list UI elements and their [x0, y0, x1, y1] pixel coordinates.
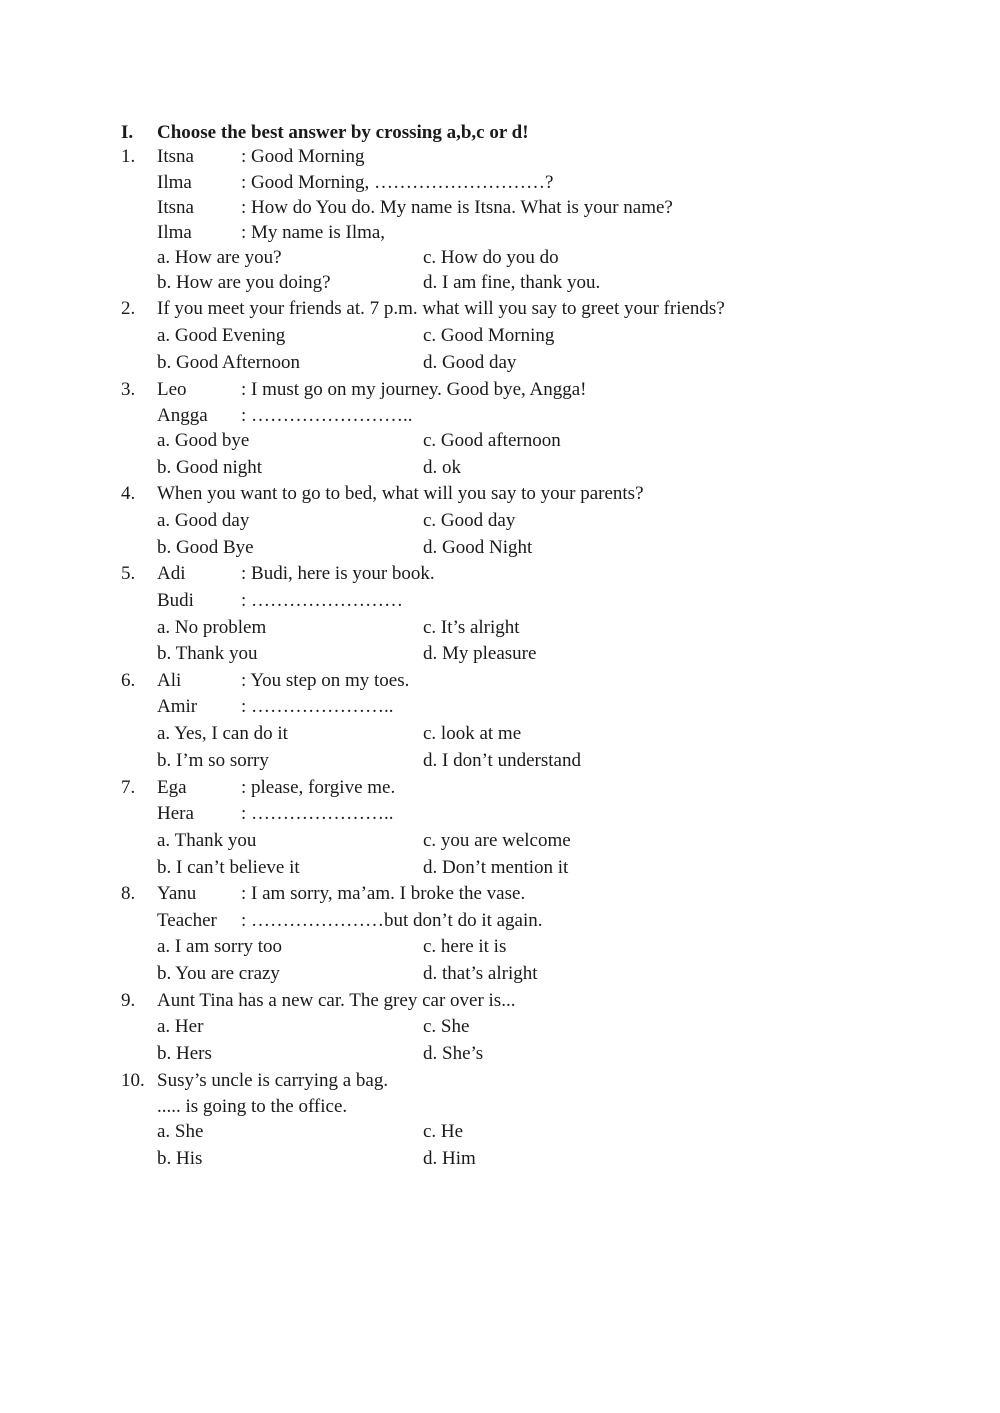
option-b[interactable]: b. How are you doing?	[157, 272, 331, 293]
question-number: 8.	[121, 883, 136, 904]
question-number: 6.	[121, 670, 136, 691]
dialogue-text: : Good Morning, ………………………?	[241, 172, 554, 193]
option-c[interactable]: c. Good afternoon	[423, 430, 561, 451]
question-text: When you want to go to bed, what will you say to your parents?	[157, 483, 644, 504]
option-c[interactable]: c. here it is	[423, 936, 507, 957]
option-a[interactable]: a. No problem	[157, 617, 267, 638]
option-a[interactable]: a. Good Evening	[157, 325, 286, 346]
question-number: 5.	[121, 563, 136, 584]
option-c[interactable]: c. look at me	[423, 723, 522, 744]
section-numeral: I.	[121, 122, 134, 143]
dialogue-text: : ……………………	[241, 590, 404, 611]
option-c[interactable]: c. Good Morning	[423, 325, 555, 346]
option-c[interactable]: c. How do you do	[423, 247, 559, 268]
option-c[interactable]: c. She	[423, 1016, 470, 1037]
section-instruction: Choose the best answer by crossing a,b,c or d!	[157, 122, 529, 143]
speaker: Itsna	[157, 197, 194, 218]
question-text: Aunt Tina has a new car. The grey car over is...	[157, 990, 516, 1011]
question-text: ..... is going to the office.	[157, 1096, 348, 1117]
dialogue-text: : …………………..	[241, 696, 394, 717]
option-a[interactable]: a. Thank you	[157, 830, 257, 851]
option-a[interactable]: a. Good day	[157, 510, 250, 531]
option-d[interactable]: d. Him	[423, 1148, 476, 1169]
question-number: 2.	[121, 298, 136, 319]
speaker: Ilma	[157, 172, 192, 193]
dialogue-text: : I am sorry, ma’am. I broke the vase.	[241, 883, 526, 904]
option-b[interactable]: b. You are crazy	[157, 963, 280, 984]
speaker: Angga	[157, 405, 208, 426]
speaker: Yanu	[157, 883, 197, 904]
option-a[interactable]: a. How are you?	[157, 247, 282, 268]
option-d[interactable]: d. that’s alright	[423, 963, 538, 984]
option-d[interactable]: d. I don’t understand	[423, 750, 581, 771]
option-d[interactable]: d. Don’t mention it	[423, 857, 569, 878]
speaker: Ega	[157, 777, 187, 798]
speaker: Itsna	[157, 146, 194, 167]
option-c[interactable]: c. you are welcome	[423, 830, 571, 851]
speaker: Teacher	[157, 910, 217, 931]
option-d[interactable]: d. My pleasure	[423, 643, 537, 664]
option-b[interactable]: b. I can’t believe it	[157, 857, 300, 878]
dialogue-text: : My name is Ilma,	[241, 222, 386, 243]
option-c[interactable]: c. He	[423, 1121, 464, 1142]
question-number: 10.	[121, 1070, 145, 1091]
speaker: Adi	[157, 563, 186, 584]
question-number: 9.	[121, 990, 136, 1011]
speaker: Hera	[157, 803, 194, 824]
dialogue-text: : Good Morning	[241, 146, 365, 167]
option-b[interactable]: b. His	[157, 1148, 203, 1169]
option-b[interactable]: b. Hers	[157, 1043, 212, 1064]
question-number: 1.	[121, 146, 136, 167]
option-a[interactable]: a. Yes, I can do it	[157, 723, 288, 744]
speaker: Leo	[157, 379, 187, 400]
dialogue-text: : Budi, here is your book.	[241, 563, 435, 584]
question-number: 3.	[121, 379, 136, 400]
question-number: 4.	[121, 483, 136, 504]
option-c[interactable]: c. Good day	[423, 510, 516, 531]
dialogue-text: : You step on my toes.	[241, 670, 410, 691]
option-b[interactable]: b. Good Bye	[157, 537, 254, 558]
option-d[interactable]: d. She’s	[423, 1043, 484, 1064]
question-text: Susy’s uncle is carrying a bag.	[157, 1070, 389, 1091]
question-number: 7.	[121, 777, 136, 798]
option-d[interactable]: d. Good day	[423, 352, 517, 373]
option-b[interactable]: b. Good night	[157, 457, 263, 478]
speaker: Amir	[157, 696, 198, 717]
speaker: Ilma	[157, 222, 192, 243]
option-a[interactable]: a. Good bye	[157, 430, 250, 451]
option-d[interactable]: d. ok	[423, 457, 461, 478]
option-d[interactable]: d. Good Night	[423, 537, 533, 558]
option-b[interactable]: b. Good Afternoon	[157, 352, 301, 373]
option-a[interactable]: a. She	[157, 1121, 204, 1142]
option-c[interactable]: c. It’s alright	[423, 617, 520, 638]
speaker: Budi	[157, 590, 194, 611]
option-d[interactable]: d. I am fine, thank you.	[423, 272, 601, 293]
dialogue-text: : please, forgive me.	[241, 777, 396, 798]
dialogue-text: : …………………..	[241, 803, 394, 824]
speaker: Ali	[157, 670, 182, 691]
dialogue-text: : ……………………..	[241, 405, 413, 426]
dialogue-text: : How do You do. My name is Itsna. What is your name?	[241, 197, 673, 218]
dialogue-text: : I must go on my journey. Good bye, Angga!	[241, 379, 587, 400]
option-b[interactable]: b. Thank you	[157, 643, 258, 664]
option-b[interactable]: b. I’m so sorry	[157, 750, 269, 771]
option-a[interactable]: a. I am sorry too	[157, 936, 283, 957]
dialogue-text: : …………………but don’t do it again.	[241, 910, 543, 931]
question-text: If you meet your friends at. 7 p.m. what will you say to greet your friends?	[157, 298, 725, 319]
option-a[interactable]: a. Her	[157, 1016, 204, 1037]
